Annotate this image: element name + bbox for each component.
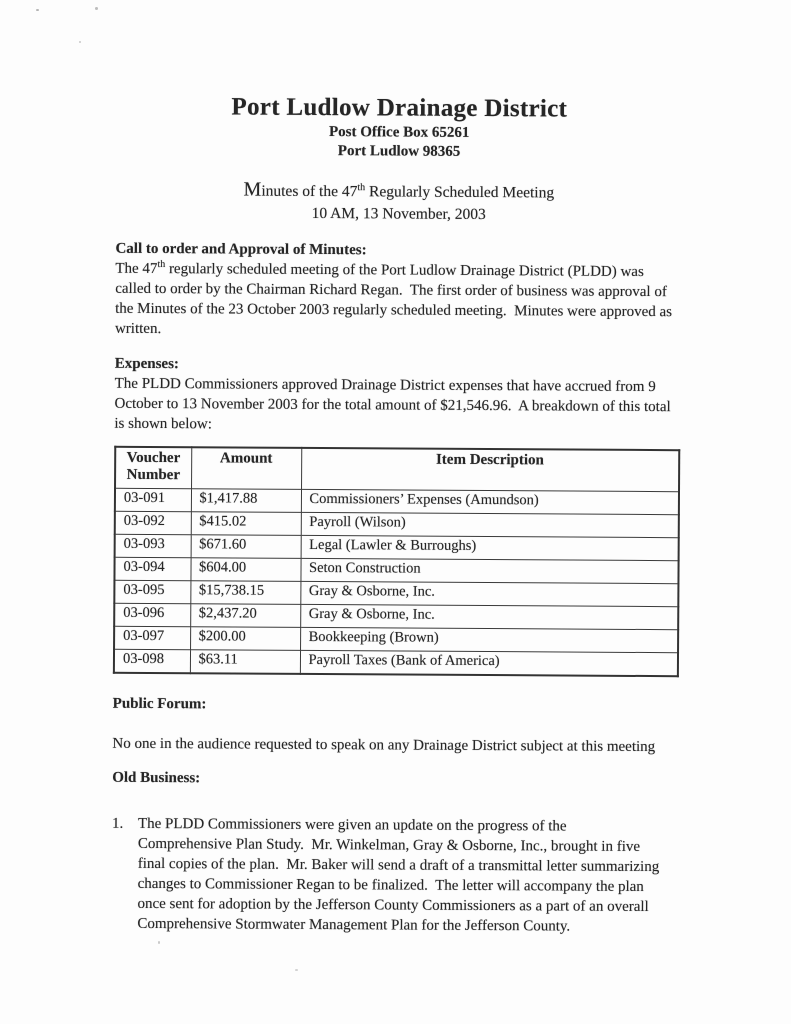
- old-business-heading: Old Business:: [112, 769, 201, 787]
- amount-cell: $671.60: [191, 535, 301, 559]
- description-cell: Gray & Osborne, Inc.: [300, 581, 678, 606]
- description-cell: Gray & Osborne, Inc.: [300, 604, 678, 629]
- amount-cell: $15,738.15: [190, 581, 300, 605]
- amount-cell: $2,437.20: [190, 604, 300, 628]
- voucher-cell: 03-097: [114, 626, 190, 649]
- public-forum-heading: Public Forum:: [112, 695, 207, 713]
- call-to-order-paragraph: [115, 259, 681, 342]
- expense-row: [115, 511, 679, 537]
- description-cell: Legal (Lawler & Burroughs): [301, 535, 679, 560]
- meeting-line-text: inutes of the 47: [261, 182, 358, 201]
- voucher-cell: 03-092: [115, 511, 191, 534]
- voucher-cell: 03-096: [114, 603, 190, 626]
- section-expenses: [113, 354, 681, 677]
- call-to-order-heading: Call to order and Approval of Minutes:: [115, 240, 367, 259]
- old-business-item: [111, 814, 678, 937]
- voucher-cell: 03-093: [115, 534, 191, 557]
- scan-speck: [95, 7, 98, 10]
- expense-table: [113, 446, 680, 677]
- amount-header: Amount: [191, 447, 301, 489]
- expenses-heading: Expenses:: [114, 355, 180, 373]
- voucher-cell: 03-098: [114, 649, 190, 673]
- expense-row: [114, 580, 678, 606]
- expenses-paragraph: The PLDD Commissioners approved Drainage District expenses that have accrued from 9 October to 13 November 2003 for the total amount of $21,546.96. A breakdown of this total is shown below:: [114, 375, 675, 433]
- description-cell: Payroll Taxes (Bank of America): [300, 650, 678, 676]
- section-old-business: [111, 768, 678, 937]
- section-call-to-order: [115, 239, 682, 342]
- amount-cell: $200.00: [190, 627, 300, 651]
- voucher-cell: 03-095: [114, 580, 190, 603]
- amount-cell: $415.02: [191, 512, 301, 536]
- meeting-line-rest: Regularly Scheduled Meeting: [365, 183, 555, 202]
- expense-row: [115, 534, 679, 560]
- description-cell: Seton Construction: [300, 558, 678, 583]
- amount-cell: $604.00: [190, 558, 300, 582]
- amount-cell: $63.11: [190, 650, 300, 674]
- ordinal-suffix: th: [357, 182, 366, 194]
- section-public-forum: [112, 694, 678, 757]
- call-body-pre: The 47: [115, 260, 158, 278]
- description-cell: Bookkeeping (Brown): [300, 627, 678, 652]
- expense-row: [114, 649, 678, 676]
- expense-row: [114, 603, 678, 629]
- scan-speck: [79, 41, 81, 43]
- amount-cell: $1,417.88: [191, 489, 301, 513]
- description-cell: Commissioners’ Expenses (Amundson): [301, 489, 679, 514]
- public-forum-paragraph: No one in the audience requested to speak on any Drainage District subject at this meeting: [112, 735, 656, 756]
- scan-speck: [295, 969, 298, 971]
- expense-table-body: [114, 488, 679, 676]
- item-text: The PLDD Commissioners were given an update on the progress of the Comprehensive Plan Study. Mr. Winkelman, Gray & Osborne, Inc., brought in five final copies of the plan. Mr. Baker will send a draft of a transmittal letter summarizing changes to Commissioner Regan to be finalized. The letter will accompany the plan once sent for adoption by the Jefferson County Commissioners as a part of an overall Comprehensive Stormwater Management Plan for the Jefferson County.: [137, 815, 664, 935]
- city-zip-line: Port Ludlow 98365: [337, 143, 461, 160]
- document-content: [111, 0, 683, 937]
- voucher-cell: 03-091: [115, 488, 191, 511]
- meeting-title-block: [116, 178, 682, 227]
- scan-speck: [158, 941, 160, 944]
- expense-row: [114, 557, 678, 583]
- expense-row: [115, 488, 679, 514]
- scan-speck: [36, 9, 39, 11]
- item-number: 1.: [111, 815, 124, 832]
- expense-table-header-row: [115, 447, 679, 492]
- document-title: Port Ludlow Drainage District: [231, 93, 568, 123]
- item-description-header: Item Description: [301, 448, 679, 492]
- meeting-datetime-line: 10 AM, 13 November, 2003: [311, 204, 486, 224]
- call-body-rest: regularly scheduled meeting of the Port Ludlow Drainage District (PLDD) was called to order by the Chairman Richard Regan. The first order of business was approval of the Minutes of the 23 October 2003 regularly scheduled meeting. Minutes were approved as written.: [114, 261, 676, 338]
- voucher-cell: 03-094: [114, 557, 190, 580]
- meeting-title-line: [116, 178, 682, 205]
- expense-row: [114, 626, 678, 652]
- voucher-number-header: Voucher Number: [115, 447, 191, 489]
- meeting-lead-letter: M: [243, 178, 262, 201]
- ordinal-suffix: th: [157, 259, 166, 271]
- description-cell: Payroll (Wilson): [301, 512, 679, 537]
- po-box-line: Post Office Box 65261: [328, 124, 470, 141]
